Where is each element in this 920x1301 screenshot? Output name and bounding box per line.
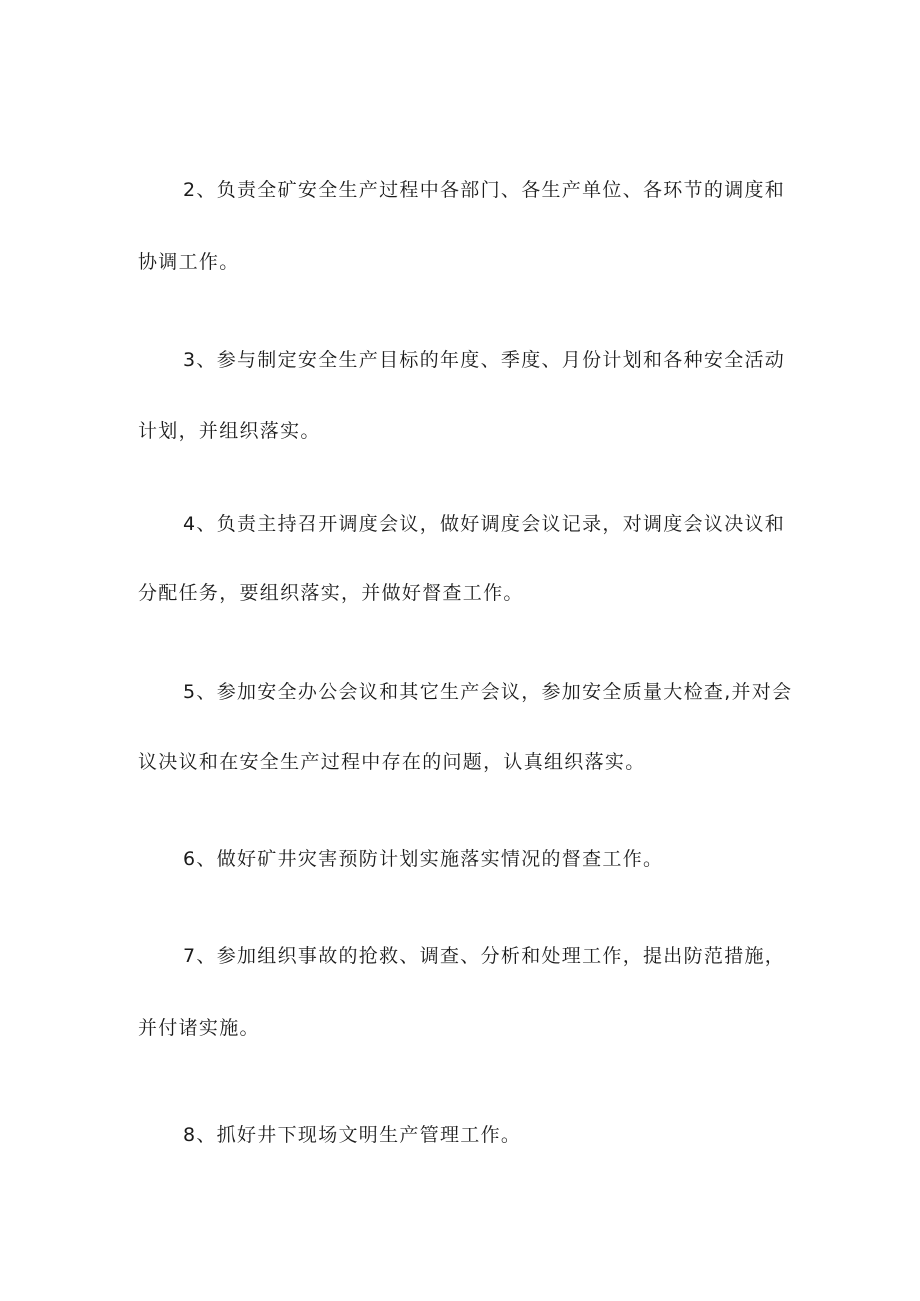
item-4-line-2: 分配任务，要组织落实，并做好督查工作。 xyxy=(138,582,524,604)
item-2-line-1: 2、负责全矿安全生产过程中各部门、各生产单位、各环节的调度和 xyxy=(183,179,786,201)
item-3-line-2: 计划，并组织落实。 xyxy=(138,420,321,442)
item-2-line-2: 协调工作。 xyxy=(138,251,240,273)
item-8-line-1: 8、抓好井下现场文明生产管理工作。 xyxy=(183,1124,522,1146)
item-6-line-1: 6、做好矿井灾害预防计划实施落实情况的督查工作。 xyxy=(183,848,664,870)
item-3-line-1: 3、参与制定安全生产目标的年度、季度、月份计划和各种安全活动 xyxy=(183,349,786,371)
item-7-line-2: 并付诸实施。 xyxy=(138,1017,260,1039)
item-4-line-1: 4、负责主持召开调度会议，做好调度会议记录，对调度会议决议和 xyxy=(183,513,786,535)
item-5-line-1: 5、参加安全办公会议和其它生产会议，参加安全质量大检查,并对会 xyxy=(183,681,793,703)
item-7-line-1: 7、参加组织事故的抢救、调查、分析和处理工作，提出防范措施， xyxy=(183,945,786,967)
item-5-line-2: 议决议和在安全生产过程中存在的问题，认真组织落实。 xyxy=(138,751,646,773)
